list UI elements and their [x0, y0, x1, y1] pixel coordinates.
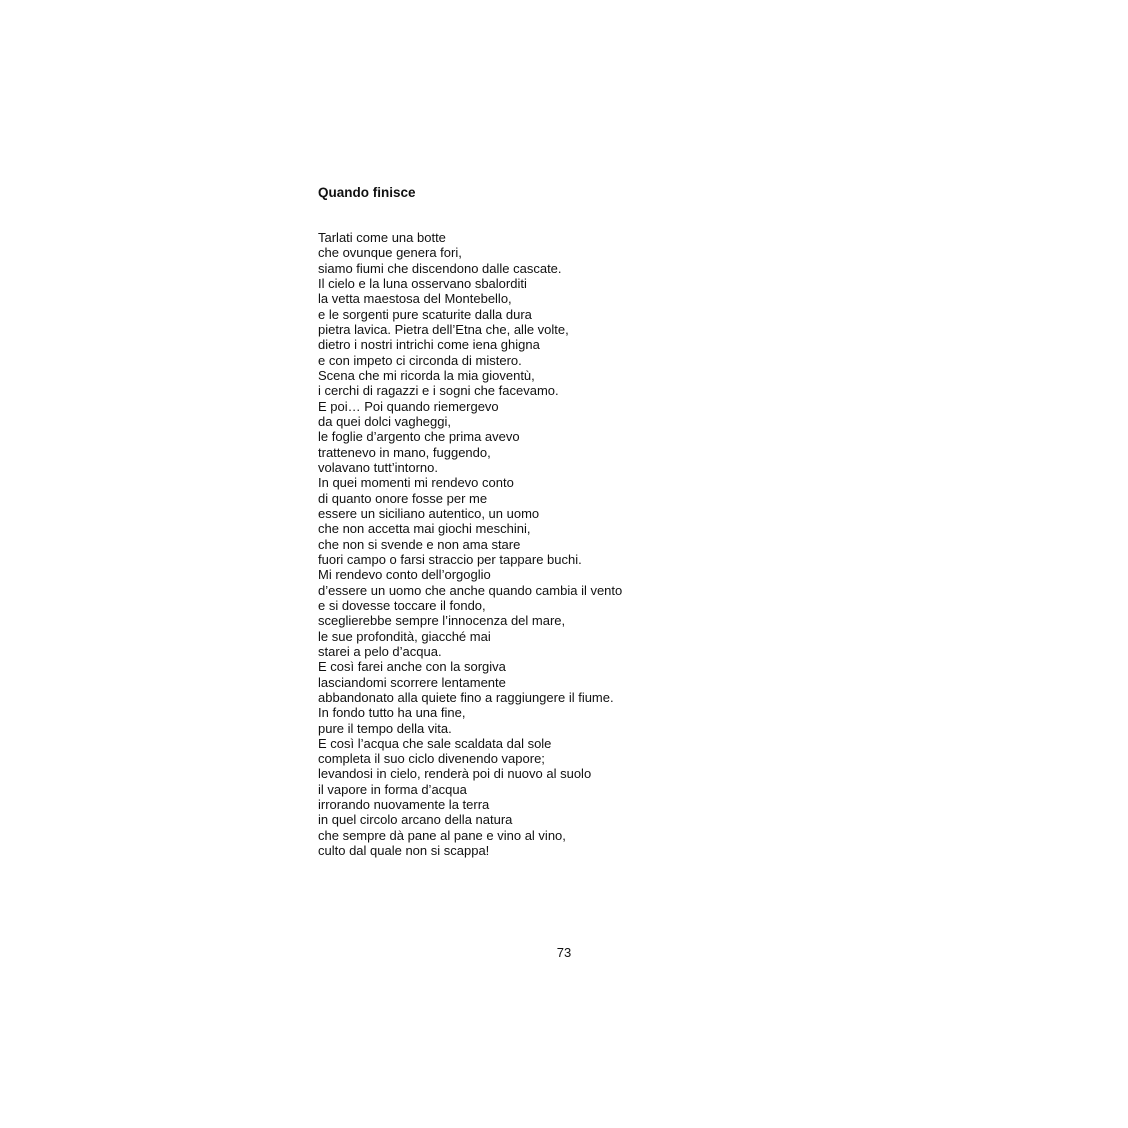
poem-verse: di quanto onore fosse per me [318, 490, 488, 506]
poem-verse: culto dal quale non si scappa! [318, 843, 490, 859]
poem-verse: e con impeto ci circonda di mistero. [318, 352, 522, 368]
poem-verse: starei a pelo d’acqua. [318, 643, 442, 659]
poem-verse: in quel circolo arcano della natura [318, 812, 513, 828]
poem-verse: le foglie d’argento che prima avevo [318, 429, 520, 445]
poem-verse: e si dovesse toccare il fondo, [318, 597, 486, 613]
poem-verse: che non accetta mai giochi meschini, [318, 521, 531, 537]
poem-verse: pietra lavica. Pietra dell’Etna che, alle volte, [318, 321, 569, 337]
poem-verse: In fondo tutto ha una fine, [318, 705, 466, 721]
poem-verse: trattenevo in mano, fuggendo, [318, 444, 491, 460]
poem-verse: pure il tempo della vita. [318, 720, 452, 736]
poem-verse: lasciandomi scorrere lentamente [318, 674, 506, 690]
poem-verse: e le sorgenti pure scaturite dalla dura [318, 306, 532, 322]
poem-verse: Il cielo e la luna osservano sbalorditi [318, 275, 527, 291]
poem-verse: il vapore in forma d’acqua [318, 781, 467, 797]
poem-verse: fuori campo o farsi straccio per tappare buchi. [318, 551, 582, 567]
poem-verse: che sempre dà pane al pane e vino al vino, [318, 827, 566, 843]
poem-verse: completa il suo ciclo divenendo vapore; [318, 751, 545, 767]
poem-verse: Tarlati come una botte [318, 230, 446, 245]
poem-verse: Mi rendevo conto dell’orgoglio [318, 567, 491, 583]
poem-verse: siamo fiumi che discendono dalle cascate. [318, 260, 562, 276]
poem-verse: che ovunque genera fori, [318, 245, 462, 261]
page-number: 73 [556, 945, 572, 960]
poem-verse: irrorando nuovamente la terra [318, 797, 490, 813]
poem-verse: volavano tutt’intorno. [318, 459, 438, 475]
poem-verse: la vetta maestosa del Montebello, [318, 291, 512, 307]
poem-verse: sceglierebbe sempre l’innocenza del mare, [318, 613, 566, 629]
poem-title: Quando finisce [318, 185, 416, 200]
poem-verse: da quei dolci vagheggi, [318, 413, 451, 429]
poem-verse: le sue profondità, giacché mai [318, 628, 491, 644]
poem-verse: E poi… Poi quando riemergevo [318, 398, 499, 414]
poem-verse: essere un siciliano autentico, un uomo [318, 505, 540, 521]
poem-verse: Scena che mi ricorda la mia gioventù, [318, 367, 535, 383]
poem-verse: E così l’acqua che sale scaldata dal sole [318, 735, 552, 751]
poem-verse: d’essere un uomo che anche quando cambia il vento [318, 582, 623, 598]
poem-verse: In quei momenti mi rendevo conto [318, 475, 514, 491]
poem-verse: E così farei anche con la sorgiva [318, 659, 506, 675]
poem-verse: dietro i nostri intrichi come iena ghigna [318, 337, 540, 353]
poem-verse: abbandonato alla quiete fino a raggiungere il fiume. [318, 689, 614, 705]
poem-body [318, 230, 622, 858]
poem-verse: che non si svende e non ama stare [318, 536, 521, 552]
poem-verse: i cerchi di ragazzi e i sogni che facevamo. [318, 383, 559, 399]
poem-verse: levandosi in cielo, renderà poi di nuovo al suolo [318, 766, 592, 782]
